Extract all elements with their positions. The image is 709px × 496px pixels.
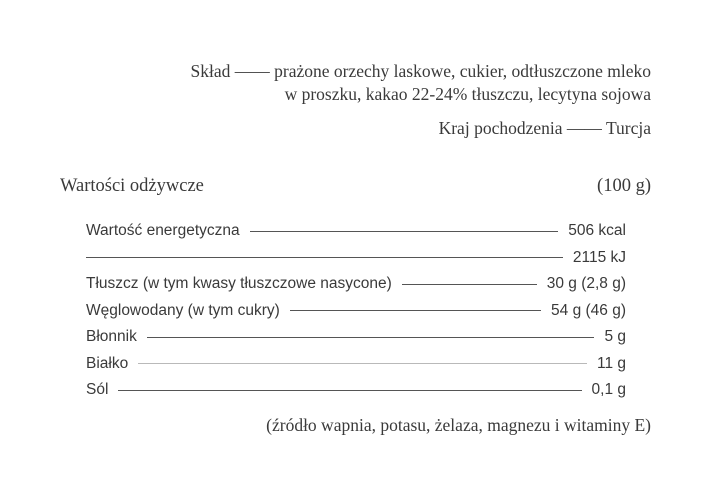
leader-line — [86, 257, 563, 258]
row-label: Tłuszcz (w tym kwasy tłuszczowe nasycone) — [86, 275, 392, 293]
country-of-origin — [439, 117, 651, 140]
row-value: 506 kcal — [568, 222, 626, 240]
nutrition-row-carbohydrates — [86, 298, 626, 325]
row-label: Wartość energetyczna — [86, 222, 240, 240]
row-value: 5 g — [604, 328, 626, 346]
nutrition-header — [60, 174, 651, 198]
ingredients-text-1: prażone orzechy laskowe, cukier, odtłuszczone mleko — [274, 61, 651, 81]
origin-value: Turcja — [605, 118, 651, 138]
leader-line — [118, 390, 581, 391]
origin-label: Kraj pochodzenia — [438, 118, 563, 138]
leader-line — [138, 363, 587, 364]
row-label: Sól — [86, 381, 109, 399]
ingredients-line-2 — [91, 83, 651, 106]
ingredients-block — [91, 60, 651, 106]
row-value: 2115 kJ — [572, 248, 626, 266]
leader-line — [250, 231, 559, 232]
nutrition-footnote: (źródło wapnia, potasu, żelaza, magnezu i witaminy E) — [266, 415, 651, 435]
ingredients-text-2: w proszku, kakao 22-24% tłuszczu, lecytyna sojowa — [284, 84, 651, 104]
row-value: 54 g (46 g) — [551, 301, 626, 319]
nutrition-row-salt — [86, 377, 626, 404]
leader-line — [402, 284, 537, 285]
row-label: Błonnik — [86, 328, 137, 346]
row-label: Węglowodany (w tym cukry) — [86, 301, 280, 319]
nutrition-table — [86, 218, 626, 404]
row-value: 30 g (2,8 g) — [546, 275, 626, 293]
nutrition-row-fiber — [86, 324, 626, 351]
nutrition-row-fat — [86, 271, 626, 298]
nutrition-serving: (100 g) — [597, 176, 651, 196]
row-label: Białko — [86, 354, 129, 372]
ingredients-label: Skład — [190, 61, 231, 81]
nutrition-title: Wartości odżywcze — [60, 176, 204, 196]
nutrition-row-energy-kj — [86, 245, 626, 272]
origin-separator: —— — [566, 118, 602, 138]
leader-line — [147, 337, 595, 338]
ingredients-line-1 — [91, 60, 651, 83]
nutrition-row-energy-kcal — [86, 218, 626, 245]
row-value: 0,1 g — [591, 381, 626, 399]
nutrition-row-protein — [86, 351, 626, 378]
ingredients-separator: —— — [234, 61, 270, 81]
leader-line — [290, 310, 541, 311]
row-value: 11 g — [596, 354, 626, 372]
